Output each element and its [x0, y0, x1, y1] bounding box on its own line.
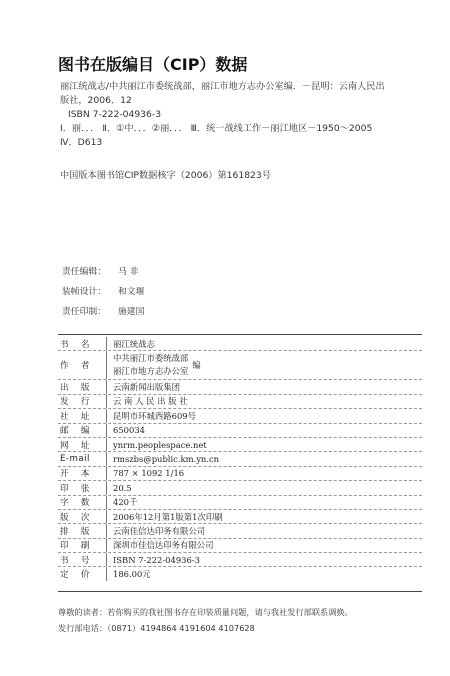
row-label	[58, 438, 107, 451]
label-char: 印	[60, 483, 70, 494]
row-label	[58, 510, 107, 523]
label-char: 出	[60, 383, 70, 394]
cip-isbn: ISBN 7-222-04936-3	[68, 109, 162, 120]
footer	[58, 604, 353, 636]
colophon-row	[58, 395, 422, 409]
label-char: 开	[60, 469, 70, 480]
row-label	[58, 337, 107, 350]
label-char: 定	[60, 570, 70, 581]
cip-number: 中国版本图书馆CIP数据核字（2006）第161823号	[60, 170, 271, 181]
label-char: 本	[80, 469, 90, 480]
row-label	[58, 524, 107, 537]
sales-phone: 发行部电话：（0871）4194864 4191604 4107628	[58, 623, 255, 633]
colophon-table	[58, 337, 422, 581]
colophon-row	[58, 510, 422, 524]
label-char: 社	[60, 411, 70, 422]
label-char: 邮	[60, 426, 70, 437]
row-value: ynrm.peoplespace.net	[113, 439, 207, 450]
colophon-row	[58, 438, 422, 452]
cip-title: 图书在版编目（CIP）数据	[58, 55, 248, 74]
author-suffix: 编	[192, 360, 201, 371]
credit-value: 施建国	[118, 307, 145, 317]
label-char: 号	[80, 555, 90, 566]
row-value: 云 南 人 民 出 版 社	[113, 396, 188, 407]
label-char: 发	[60, 397, 70, 408]
row-label	[58, 567, 107, 580]
credit-value: 和文堰	[118, 287, 145, 297]
label-char: 者	[80, 361, 90, 372]
label-char: 址	[80, 411, 90, 422]
label-char: 作	[60, 361, 70, 372]
row-label	[58, 380, 107, 393]
colophon-row	[58, 424, 422, 438]
row-value: 云南新闻出版集团	[113, 382, 180, 393]
row-value: 云南佳信达印务有限公司	[113, 525, 206, 536]
author-name: 中共丽江市委统战部	[113, 353, 189, 364]
colophon-row	[58, 553, 422, 567]
label-char: 排	[60, 526, 70, 537]
reader-notice: 尊敬的读者：若你购买的我社图书存在印装质量问题，请与我社发行部联系调换。	[58, 607, 353, 617]
label-char: 次	[80, 512, 90, 523]
label-char: 数	[80, 498, 90, 509]
row-label	[58, 409, 107, 422]
label-char: 书	[60, 555, 70, 566]
label-char: 编	[80, 426, 90, 437]
cip-record	[60, 80, 410, 150]
colophon-row	[58, 567, 422, 580]
row-value: rmszbs@public.km.yn.cn	[113, 454, 220, 465]
label-char: 刷	[80, 541, 90, 552]
label-char: 版	[80, 383, 90, 394]
credit-printing	[62, 302, 144, 322]
label-char: 版	[60, 512, 70, 523]
row-label	[58, 395, 107, 408]
row-value: 787 × 1092 1/16	[113, 468, 185, 479]
row-label	[58, 467, 107, 480]
credit-label: 责任印制：	[62, 307, 106, 317]
label-char: 版	[80, 526, 90, 537]
row-value: 2006年12月第1版第1次印刷	[113, 511, 223, 522]
credit-designer	[62, 282, 144, 302]
row-label	[58, 553, 107, 566]
cip-line: Ⅰ．丽．．． Ⅱ．①中．．．②丽．．． Ⅲ．统一战线工作－丽江地区－1950～2005	[60, 123, 373, 134]
top-rule	[58, 334, 422, 335]
row-title	[58, 337, 422, 351]
authors-value	[107, 351, 422, 379]
credit-label: 装帧设计：	[62, 287, 106, 297]
cip-line: 版社，2006．12	[60, 95, 132, 106]
label-char: 名	[80, 339, 90, 350]
label-char: 行	[80, 397, 90, 408]
label-char: 张	[80, 483, 90, 494]
credit-editor	[62, 262, 144, 282]
row-authors	[58, 351, 422, 380]
label-char: 址	[80, 440, 90, 451]
colophon-row	[58, 467, 422, 481]
row-label	[58, 496, 107, 509]
book-title: 丽江统战志	[113, 338, 155, 349]
label-char: 书	[60, 339, 70, 350]
label-char: 字	[60, 498, 70, 509]
row-label	[58, 481, 107, 494]
row-value: ISBN 7-222-04936-3	[113, 554, 200, 565]
colophon-row	[58, 481, 422, 495]
row-label	[58, 539, 107, 552]
author-name: 丽江市地方志办公室	[113, 366, 189, 377]
label-text: E-mail	[60, 454, 90, 465]
label-char: 价	[80, 570, 90, 581]
colophon-row	[58, 380, 422, 394]
credit-label: 责任编辑：	[62, 267, 106, 277]
colophon-row	[58, 496, 422, 510]
row-value: 昆明市环城西路609号	[113, 410, 196, 421]
row-value: 深圳市佳信达印务有限公司	[113, 540, 214, 551]
cip-line: 丽江统战志/中共丽江市委统战部，丽江市地方志办公室编．－昆明：云南人民出	[60, 81, 385, 92]
colophon-row	[58, 409, 422, 423]
colophon-row	[58, 452, 422, 466]
row-label	[58, 351, 107, 379]
credits	[62, 262, 144, 322]
row-value: 20.5	[113, 482, 132, 493]
colophon-row	[58, 539, 422, 553]
row-value: 650034	[113, 425, 145, 436]
row-value: 420千	[113, 497, 138, 508]
row-label	[58, 424, 107, 437]
bottom-rule	[58, 591, 422, 592]
row-value: 186.00元	[113, 569, 151, 580]
label-char: 网	[60, 440, 70, 451]
colophon-row	[58, 524, 422, 538]
label-char: 印	[60, 541, 70, 552]
cip-line: Ⅳ．D613	[60, 137, 103, 148]
row-label	[58, 452, 107, 465]
credit-value: 马 非	[118, 267, 139, 277]
